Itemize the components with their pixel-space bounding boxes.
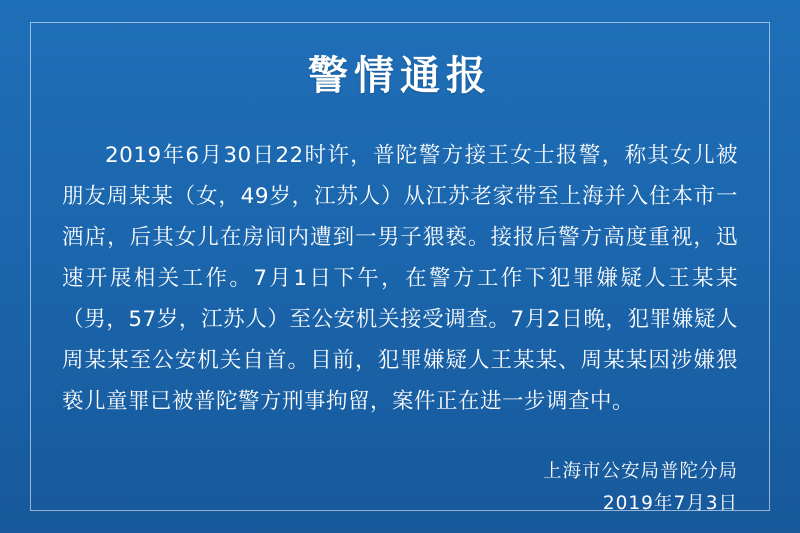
notice-body-text: 2019年6月30日22时许，普陀警方接王女士报警，称其女儿被朋友周某某（女，49岁，江苏人）从江苏老家带至上海并入住本市一酒店，后其女儿在房间内遭到一男子猥亵。接报后警方高度重视，迅速开展相关工作。7月1日下午，在警方工作下犯罪嫌疑人王某某（男，57岁，江苏人）至公安机关接受调查。7月2日晚，犯罪嫌疑人周某某至公安机关自首。目前，犯罪嫌疑人王某某、周某某因涉嫌猥亵儿童罪已被普陀警方刑事拘留，案件正在进一步调查中。: [62, 143, 738, 414]
signature-date: 2019年7月3日: [602, 493, 738, 514]
page-title: 警情通报: [308, 52, 492, 99]
signature-block: [62, 456, 738, 520]
signature-organization: 上海市公安局普陀分局: [542, 461, 738, 482]
